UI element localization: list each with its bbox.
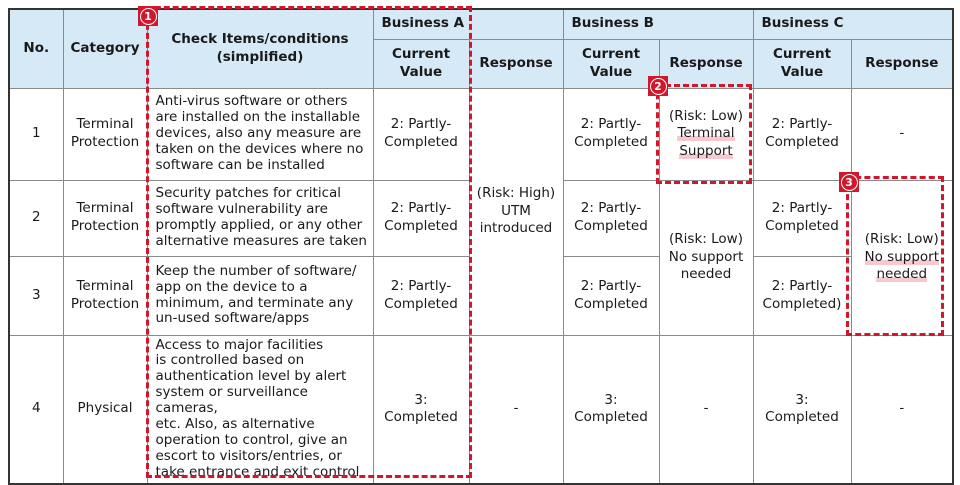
table-row bbox=[9, 88, 953, 180]
header-c-current-value: Current Value bbox=[753, 39, 851, 88]
badge-3-number: 3 bbox=[841, 174, 858, 191]
header-check-items: Check Items/conditions (simplified) bbox=[147, 9, 373, 88]
row-a-value: 3: Completed bbox=[373, 335, 469, 484]
row-b-value: 2: Partly- Completed bbox=[563, 256, 659, 335]
row-c-value: 2: Partly- Completed) bbox=[753, 256, 851, 335]
row-a-value: 2: Partly- Completed bbox=[373, 256, 469, 335]
header-a-current-value: Current Value bbox=[373, 39, 469, 88]
badge-1 bbox=[138, 6, 158, 26]
badge-2 bbox=[648, 76, 668, 96]
row-c-response: - bbox=[851, 88, 953, 180]
row-b-value: 2: Partly- Completed bbox=[563, 180, 659, 256]
c-response-merged bbox=[851, 180, 953, 335]
row-no: 3 bbox=[9, 256, 63, 335]
row-b-value: 2: Partly- Completed bbox=[563, 88, 659, 180]
header-c-response: Response bbox=[851, 39, 953, 88]
row-category: Terminal Protection bbox=[63, 180, 147, 256]
row-b-value: 3: Completed bbox=[563, 335, 659, 484]
header-a-response: Response bbox=[469, 39, 563, 88]
header-b-response: Response bbox=[659, 39, 753, 88]
row-b-response bbox=[659, 88, 753, 180]
row-no: 1 bbox=[9, 88, 63, 180]
b-response-risk: (Risk: Low) bbox=[669, 107, 743, 124]
header-no: No. bbox=[9, 9, 63, 88]
header-category: Category bbox=[63, 9, 147, 88]
row-a-value: 2: Partly- Completed bbox=[373, 180, 469, 256]
badge-1-number: 1 bbox=[140, 8, 157, 25]
header-business-a: Business A bbox=[373, 9, 563, 39]
row-a-value: 2: Partly- Completed bbox=[373, 88, 469, 180]
header-b-current-value: Current Value bbox=[563, 39, 659, 88]
row-a-response: - bbox=[469, 335, 563, 484]
header-business-b: Business B bbox=[563, 9, 753, 39]
header-business-c: Business C bbox=[753, 9, 953, 39]
row-c-response: - bbox=[851, 335, 953, 484]
row-c-value: 2: Partly- Completed bbox=[753, 88, 851, 180]
row-c-value: 3: Completed bbox=[753, 335, 851, 484]
badge-3 bbox=[839, 172, 859, 192]
c-response-highlight: No support needed bbox=[864, 248, 939, 283]
row-check-item: Anti-virus software or others are installed on the installable devices, also any measure are taken on the devices where no software can be installed bbox=[147, 88, 373, 180]
a-response-merged: (Risk: High) UTM introduced bbox=[469, 88, 563, 335]
c-response-risk: (Risk: Low) bbox=[864, 231, 939, 248]
row-c-value: 2: Partly- Completed bbox=[753, 180, 851, 256]
row-b-response: - bbox=[659, 335, 753, 484]
row-category: Physical bbox=[63, 335, 147, 484]
row-check-item: Access to major facilities is controlled based on authentication level by alert system or surveillance cameras, etc. Also, as alternative operation to control, give an escort to visitors/entries, or take entrance and exit control bbox=[147, 335, 373, 484]
row-check-item: Security patches for critical software vulnerability are promptly applied, or any other alternative measures are taken bbox=[147, 180, 373, 256]
b-response-merged: (Risk: Low) No support needed bbox=[659, 180, 753, 335]
table-row bbox=[9, 335, 953, 484]
row-no: 4 bbox=[9, 335, 63, 484]
badge-2-number: 2 bbox=[650, 78, 667, 95]
row-no: 2 bbox=[9, 180, 63, 256]
row-category: Terminal Protection bbox=[63, 88, 147, 180]
row-check-item: Keep the number of software/ app on the device to a minimum, and terminate any un-used software/apps bbox=[147, 256, 373, 335]
risk-assessment-table bbox=[8, 8, 954, 485]
row-category: Terminal Protection bbox=[63, 256, 147, 335]
b-response-highlight: Terminal Support bbox=[677, 125, 735, 159]
